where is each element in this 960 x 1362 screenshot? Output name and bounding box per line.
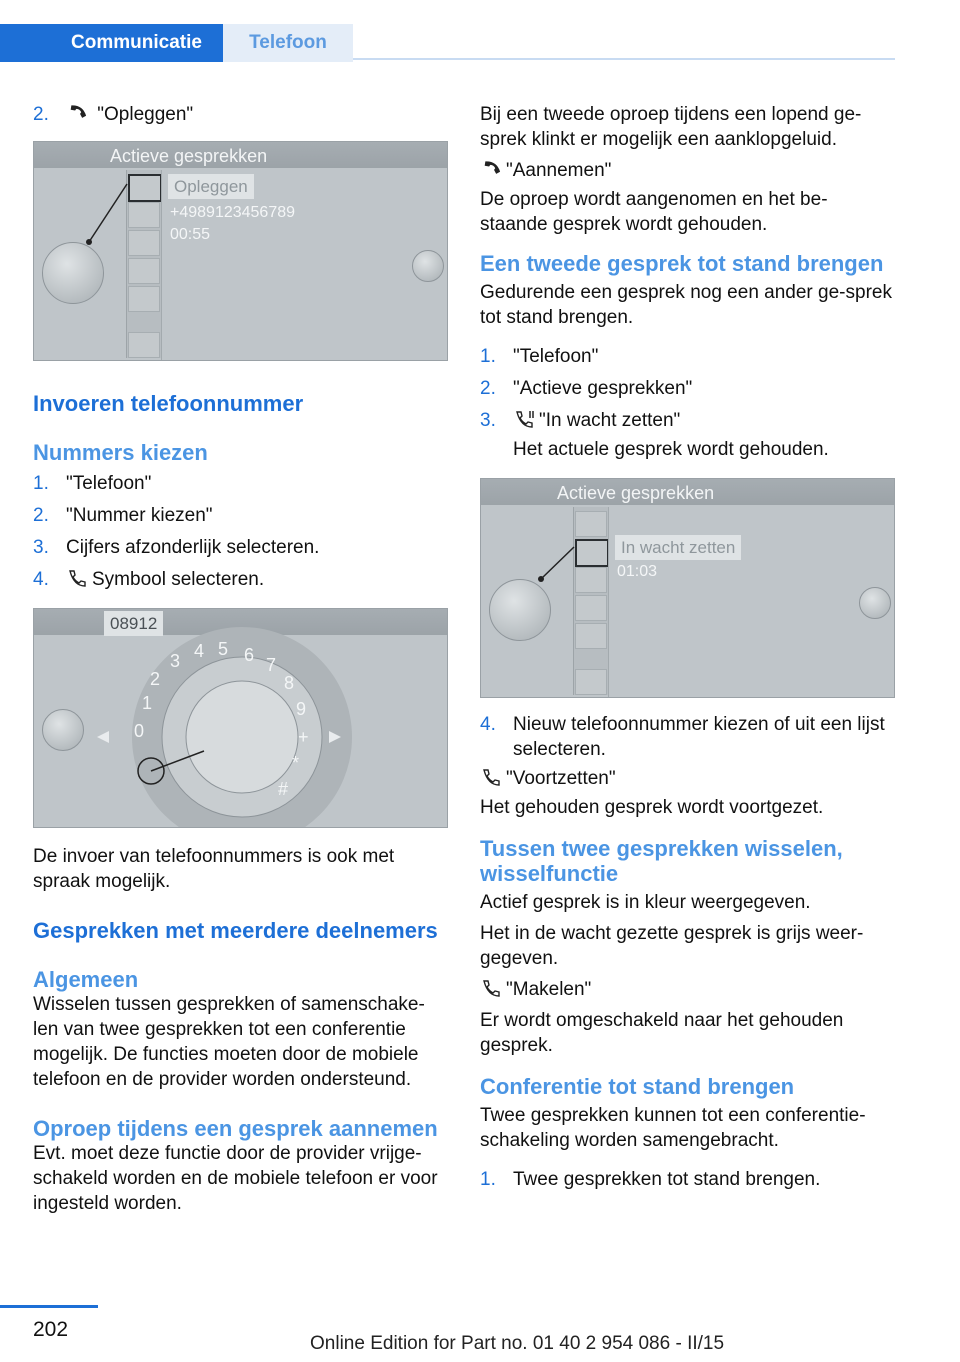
dial-step: 4. Symbool selecteren. bbox=[33, 569, 265, 590]
screen-hold-call bbox=[480, 478, 895, 698]
pointer-line bbox=[34, 142, 447, 360]
answer-text: Evt. moet deze functie door de provider vrijge-schakeld worden en de mobiele telefoon er voor ingesteld worden. bbox=[33, 1143, 438, 1214]
heading-second-call: Een tweede gesprek tot stand brengen bbox=[480, 251, 884, 276]
step-number: 2. bbox=[33, 104, 49, 125]
makelen-line: "Makelen" bbox=[480, 977, 895, 1002]
option-hangup: Opleggen bbox=[168, 174, 254, 199]
screen-title: Actieve gesprekken bbox=[110, 146, 268, 166]
call-duration: 01:03 bbox=[617, 563, 658, 580]
heading-conference: Conferentie tot stand brengen bbox=[480, 1074, 795, 1099]
knock-text: Bij een tweede oproep tijdens een lopend ge-sprek klinkt er mogelijk een aanklopgeluid. bbox=[480, 104, 862, 150]
voice-note: De invoer van telefoonnummers is ook met spraak mogelijk. bbox=[33, 846, 395, 892]
accept-text: De oproep wordt aangenomen en het be-staande gesprek wordt gehouden. bbox=[480, 189, 828, 235]
hangup-phone-icon bbox=[66, 104, 92, 122]
footer-rule bbox=[0, 1305, 98, 1308]
call-duration: 00:55 bbox=[170, 226, 211, 243]
new-number-step: 4. Nieuw telefoonnummer kiezen of uit een lijst selecteren. bbox=[480, 714, 885, 760]
screen-active-calls bbox=[33, 141, 448, 361]
heading-dial: Nummers kiezen bbox=[33, 440, 208, 465]
dial-field: 08912 bbox=[104, 611, 163, 636]
accept-line: "Aannemen" bbox=[480, 158, 895, 183]
call-phone-icon bbox=[66, 569, 92, 587]
general-text: Wisselen tussen gesprekken of samenschake-len van twee gesprekken tot een conferentie mogelijk. De functies moeten door de mobiele telefoon en de provider worden ondersteund. bbox=[33, 994, 425, 1090]
dial-step: 2. "Nummer kiezen" bbox=[33, 505, 213, 526]
second-step: 1. "Telefoon" bbox=[480, 346, 599, 367]
hold-note: Het actuele gesprek wordt gehouden. bbox=[513, 439, 829, 460]
right-column bbox=[480, 102, 895, 1199]
pointer-line bbox=[481, 479, 894, 697]
switch-text-1: Actief gesprek is in kleur weergegeven. bbox=[480, 892, 811, 913]
dial-wheel bbox=[34, 609, 447, 827]
heading-multi-party: Gesprekken met meerdere deelnemers bbox=[33, 918, 438, 943]
chapter-tabs bbox=[0, 24, 895, 62]
second-text: Gedurende een gesprek nog een ander ge-sprek tot stand brengen. bbox=[480, 282, 892, 328]
second-step: 2. "Actieve gesprekken" bbox=[480, 378, 693, 399]
heading-answer-during-call: Oproep tijdens een gesprek aannemen bbox=[33, 1116, 438, 1141]
left-column bbox=[33, 102, 448, 1216]
heading-switch: Tussen twee gesprekken wisselen, wisselfunctie bbox=[480, 836, 843, 886]
swap-phone-icon bbox=[480, 979, 506, 997]
edition-note: Online Edition for Part no. 01 40 2 954 086 - II/15 bbox=[310, 1333, 725, 1354]
heading-enter-number: Invoeren telefoonnummer bbox=[33, 391, 304, 416]
makelen-text: Er wordt omgeschakeld naar het gehouden gesprek. bbox=[480, 1010, 844, 1056]
page-number: 202 bbox=[33, 1318, 69, 1341]
header-rule bbox=[353, 58, 895, 60]
option-hold: In wacht zetten bbox=[615, 535, 741, 560]
dial-step: 3. Cijfers afzonderlijk selecteren. bbox=[33, 537, 320, 558]
hold-phone-icon bbox=[513, 410, 539, 428]
step-hangup bbox=[33, 102, 448, 127]
screen-dial-number: 08912 1 2 3 4 5 6 7 8 9 0 + * # bbox=[33, 608, 448, 828]
call-number: +4989123456789 bbox=[170, 204, 296, 221]
screen-title: Actieve gesprekken bbox=[557, 483, 715, 503]
conf-step: 1. Twee gesprekken tot stand brengen. bbox=[480, 1169, 821, 1190]
heading-general: Algemeen bbox=[33, 967, 139, 992]
tab-communicatie[interactable]: Communicatie bbox=[0, 24, 223, 62]
continue-phone-icon bbox=[480, 768, 506, 786]
dial-step: 1. "Telefoon" bbox=[33, 473, 152, 494]
switch-text-2: Het in de wacht gezette gesprek is grijs weer-gegeven. bbox=[480, 923, 864, 969]
continue-text: Het gehouden gesprek wordt voortgezet. bbox=[480, 797, 824, 818]
step-text: "Opleggen" bbox=[97, 104, 194, 125]
conf-text: Twee gesprekken kunnen tot een conferentie-schakeling worden samengebracht. bbox=[480, 1105, 866, 1151]
tab-telefoon[interactable]: Telefoon bbox=[223, 24, 353, 62]
continue-line: "Voortzetten" bbox=[480, 766, 895, 791]
second-step: 3. "In wacht zetten" bbox=[480, 410, 681, 431]
accept-phone-icon bbox=[480, 160, 506, 178]
